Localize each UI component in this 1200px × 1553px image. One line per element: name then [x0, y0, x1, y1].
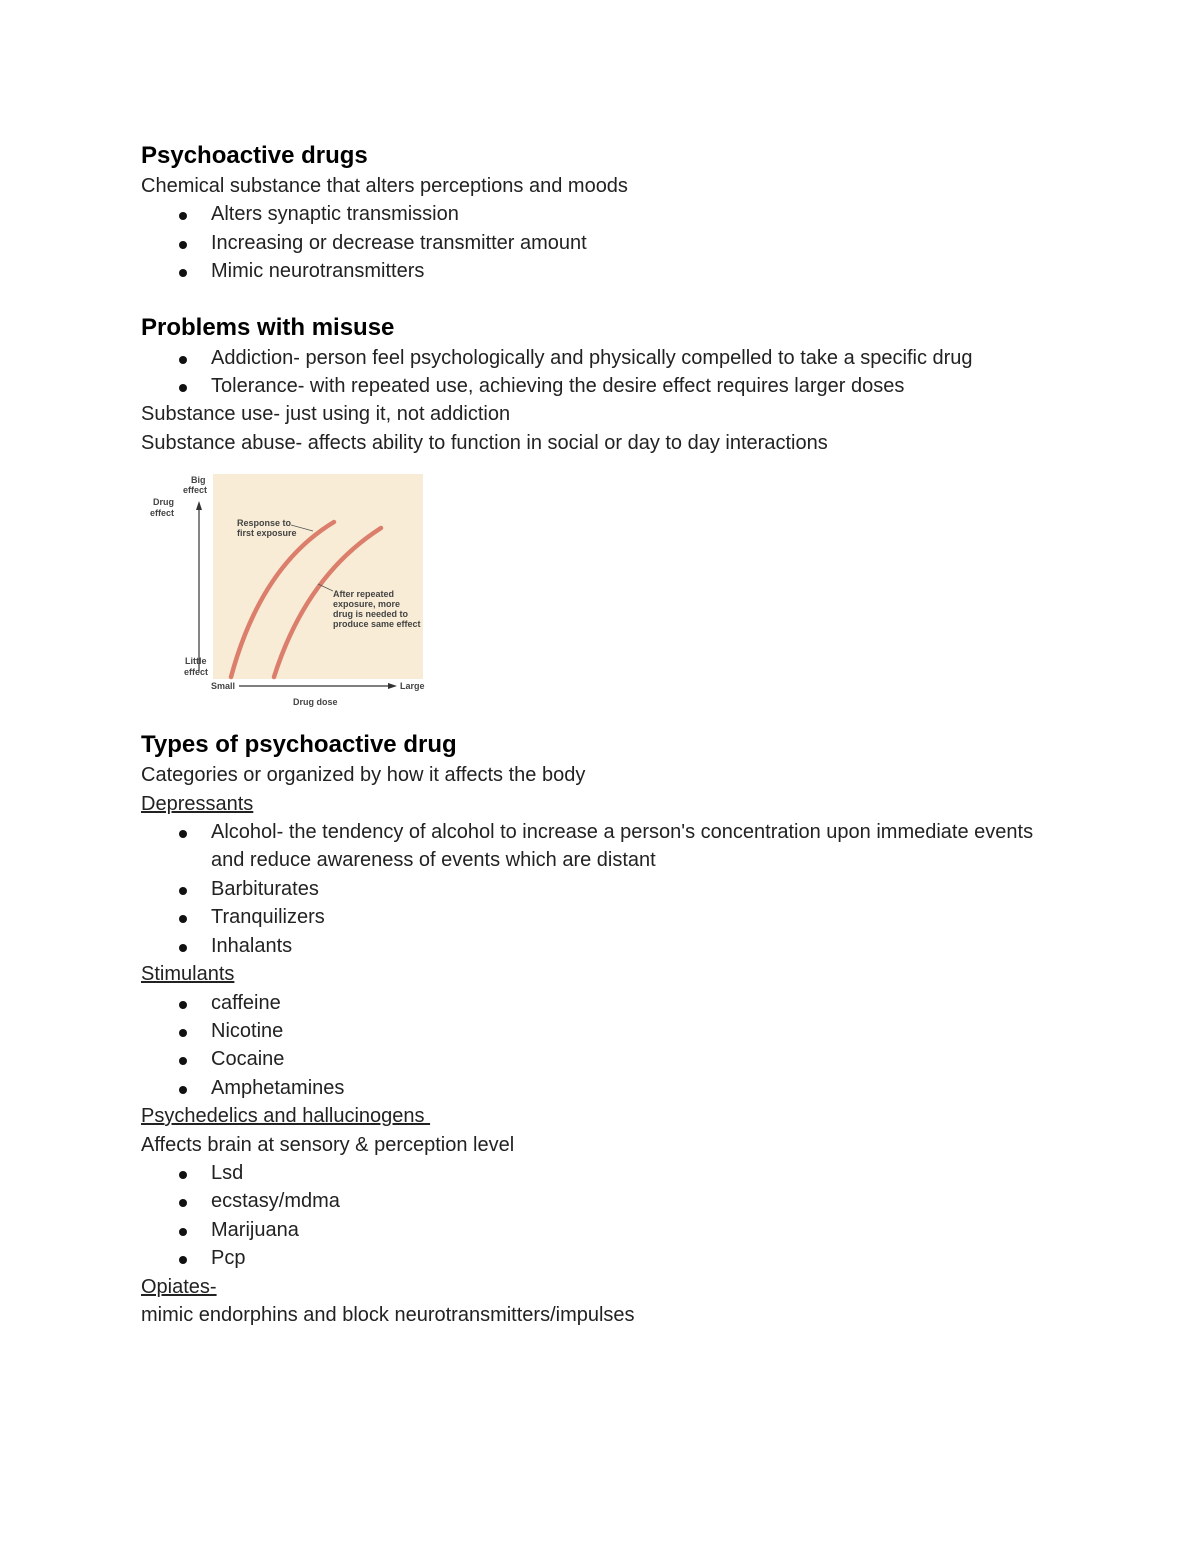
y-axis-arrow-icon [196, 501, 202, 510]
bullet-icon [179, 1029, 187, 1037]
substance-abuse-text: Substance abuse- affects ability to function in social or day to day interactions [141, 431, 828, 454]
bullet-icon [179, 887, 187, 895]
curve1-label: Response to [237, 518, 292, 529]
list-item: Nicotine [141, 1017, 1061, 1045]
y-label-little-effect: effect [184, 667, 209, 678]
bullet-icon [179, 1228, 187, 1236]
substance-use-text: Substance use- just using it, not addiction [141, 403, 511, 426]
list-item: Inhalants [141, 932, 1061, 960]
bullet-icon [179, 1171, 187, 1179]
figure-background [213, 474, 423, 679]
bullet-icon [179, 1086, 187, 1094]
psychedelics-title: Psychedelics and hallucinogens [141, 1105, 431, 1128]
curve2-label-4: produce same effect [333, 619, 421, 630]
opiates-desc: mimic endorphins and block neurotransmitters/impulses [141, 1303, 635, 1326]
bullet-list-psychedelics [141, 1159, 1061, 1273]
bullet-icon [179, 1057, 187, 1065]
stimulants-title: Stimulants [141, 963, 235, 986]
bullet-icon [179, 830, 187, 838]
opiates-title: Opiates- [141, 1275, 217, 1298]
bullet-icon [179, 269, 187, 277]
curve1-label-2: first exposure [237, 528, 297, 539]
y-axis-title: Drug [153, 497, 174, 508]
bullet-icon [179, 1001, 187, 1009]
bullet-icon [179, 1256, 187, 1264]
list-item: Tranquilizers [141, 903, 1061, 931]
depressants-title: Depressants [141, 792, 254, 815]
bullet-icon [179, 1199, 187, 1207]
list-item: Alcohol- the tendency of alcohol to increase a person's concentration upon immediate events and reduce awareness of events which are distant [141, 818, 1061, 875]
psychedelics-desc: Affects brain at sensory & perception level [141, 1133, 515, 1156]
y-label-big-effect: effect [183, 485, 208, 496]
heading-psychoactive-drugs: Psychoactive drugs [141, 142, 368, 169]
bullet-icon [179, 915, 187, 923]
list-item: Lsd [141, 1159, 1061, 1187]
list-item: Addiction- person feel psychologically and physically compelled to take a specific drug [141, 344, 1061, 372]
list-item: Alters synaptic transmission [141, 200, 1061, 228]
bullet-list-depressants [141, 818, 1061, 960]
bullet-list-stimulants [141, 989, 1061, 1103]
bullet-list-effects [141, 200, 1061, 285]
bullet-icon [179, 212, 187, 220]
list-item: ecstasy/mdma [141, 1187, 1061, 1215]
x-axis-title: Drug dose [293, 697, 338, 708]
x-label-large: Large [400, 681, 425, 692]
bullet-list-problems [141, 344, 1061, 401]
list-item: Tolerance- with repeated use, achieving the desire effect requires larger doses [141, 372, 1061, 400]
list-item: Amphetamines [141, 1074, 1061, 1102]
definition-text: Chemical substance that alters perceptions and moods [141, 175, 628, 197]
bullet-icon [179, 384, 187, 392]
y-axis-title-2: effect [150, 508, 175, 519]
y-label-little: Little [185, 656, 207, 667]
list-item: Cocaine [141, 1045, 1061, 1073]
y-label-big: Big [191, 475, 206, 486]
types-intro-text: Categories or organized by how it affects the body [141, 764, 586, 787]
x-axis-arrow-icon [388, 683, 397, 689]
x-label-small: Small [211, 681, 236, 692]
bullet-icon [179, 241, 187, 249]
list-item: caffeine [141, 989, 1061, 1017]
curve2-label: After repeated [333, 589, 395, 600]
document-page [141, 140, 1061, 1329]
bullet-icon [179, 944, 187, 952]
heading-types-of-psychoactive-drug: Types of psychoactive drug [141, 731, 457, 759]
list-item: Pcp [141, 1244, 1061, 1272]
tolerance-diagram [141, 471, 441, 721]
list-item: Marijuana [141, 1216, 1061, 1244]
list-item: Barbiturates [141, 875, 1061, 903]
bullet-icon [179, 356, 187, 364]
list-item: Mimic neurotransmitters [141, 257, 1061, 285]
curve2-label-2: exposure, more [333, 599, 401, 610]
tolerance-figure [141, 471, 441, 721]
heading-problems-with-misuse: Problems with misuse [141, 313, 395, 341]
list-item: Increasing or decrease transmitter amount [141, 229, 1061, 257]
curve2-label-3: drug is needed to [333, 609, 409, 620]
